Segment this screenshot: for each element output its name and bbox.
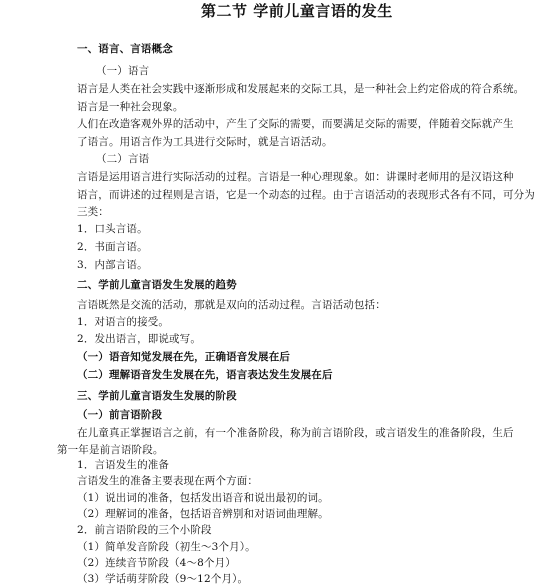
paragraph-line: 语言是一种社会现象。 — [77, 101, 184, 113]
page-title: 第二节 学前儿童言语的发生 — [201, 2, 393, 20]
subheading-speech: （二）言语 — [96, 153, 150, 165]
paragraph-line: 了语言。用语言作为工具进行交际时，就是言语活动。 — [77, 136, 333, 148]
paragraph-line: 在儿童真正掌握语言之前，有一个准备阶段，称为前言语阶段，或言语发生的准备阶段，生后 — [77, 427, 514, 439]
section-heading-2: 二、学前儿童言语发生发展的趋势 — [77, 279, 237, 291]
list-item: 1．对语言的接受。 — [77, 316, 170, 328]
list-item: （2）连续音节阶段（4～8个月） — [77, 557, 236, 569]
bold-subheading: （一）前言语阶段 — [77, 409, 163, 421]
bold-subheading: （一）语音知觉发展在先，正确语音发展在后 — [77, 351, 290, 363]
list-item: 言语发生的准备主要表现在两个方面： — [77, 475, 259, 487]
list-item: 1．言语发生的准备 — [77, 459, 170, 471]
bold-subheading: （二）理解语音发生发展在先，语言表达发生发展在后 — [77, 369, 333, 381]
paragraph-line: 第一年是前言语阶段。 — [57, 444, 164, 456]
paragraph-line: 三类： — [77, 206, 109, 218]
paragraph-line: 言语既然是交流的活动，那就是双向的活动过程。言语活动包括： — [77, 299, 386, 311]
section-heading-1: 一、语言、言语概念 — [77, 43, 173, 55]
list-item: 1．口头言语。 — [77, 223, 148, 235]
list-item: 3．内部言语。 — [77, 259, 148, 271]
list-item: （1）简单发音阶段（初生～3个月）。 — [77, 541, 256, 553]
paragraph-line: 语言是人类在社会实践中逐渐形成和发展起来的交际工具，是一种社会上约定俗成的符合系统。 — [77, 83, 525, 95]
list-item: 2．发出语言，即说或写。 — [77, 333, 201, 345]
list-item: （2）理解词的准备，包括语音辨别和对语词曲理解。 — [77, 508, 329, 520]
list-item: （3）学话萌芽阶段（9～12个月）。 — [77, 573, 249, 585]
subheading-language: （一）语言 — [96, 65, 150, 77]
paragraph-line: 语言，而讲述的过程则是言语，它是一个动态的过程。由于言语活动的表现形式各有不同，可分为 — [77, 189, 535, 201]
paragraph-line: 言语是运用语言进行实际活动的过程。言语是一种心理现象。如：讲课时老师用的是汉语这种 — [77, 171, 514, 183]
list-item: （1）说出词的准备，包括发出语音和说出最初的词。 — [77, 492, 329, 504]
paragraph-line: 人们在改造客观外界的活动中，产生了交际的需要，而要满足交际的需要，伴随着交际就产生 — [77, 118, 514, 130]
list-item: 2．前言语阶段的三个小阶段 — [77, 524, 212, 536]
list-item: 2．书面言语。 — [77, 241, 148, 253]
section-heading-3: 三、学前儿童言语发生发展的阶段 — [77, 390, 237, 402]
